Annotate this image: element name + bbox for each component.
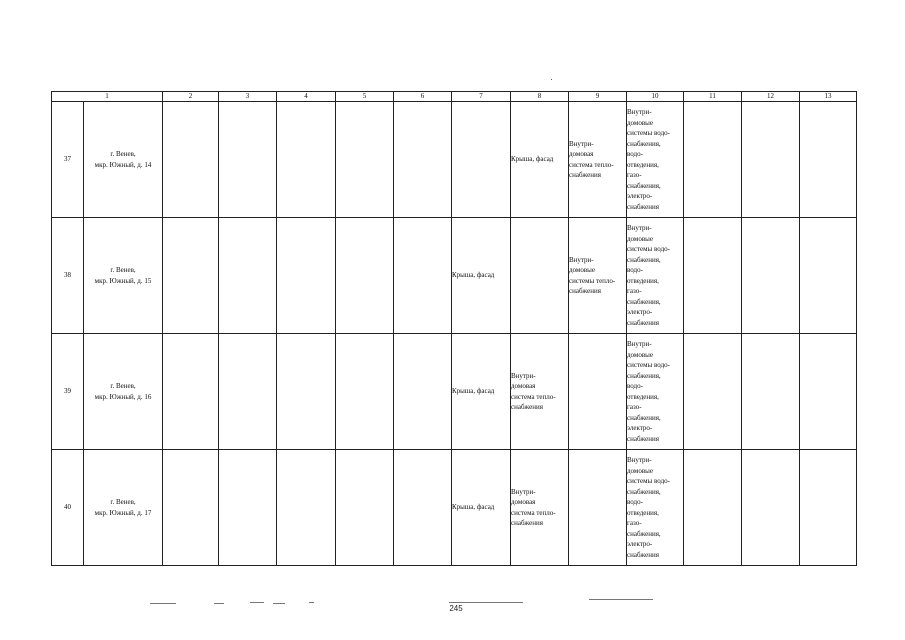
table-row xyxy=(52,102,857,218)
col9-cell xyxy=(569,334,627,450)
cell-text: домовая xyxy=(511,498,536,506)
cell-text: снабжения xyxy=(511,519,543,527)
cell-text: домовые xyxy=(627,118,653,127)
col10-cell xyxy=(627,334,684,450)
cell-text: водо- xyxy=(627,266,643,274)
scan-mark xyxy=(449,602,523,603)
header-cell: 13 xyxy=(800,92,857,102)
header-cell: 8 xyxy=(511,92,569,102)
empty-cell xyxy=(163,102,219,218)
header-cell: 11 xyxy=(684,92,742,102)
cell-text: водо- xyxy=(627,382,643,390)
row-number: 40 xyxy=(64,503,71,512)
col10-cell xyxy=(627,218,684,334)
scan-mark xyxy=(309,602,314,603)
cell-text: снабжения xyxy=(627,318,659,327)
empty-cell xyxy=(336,218,394,334)
cell-text: газо- xyxy=(627,403,642,411)
cell-text: снабжения, xyxy=(627,529,661,538)
col10-cell xyxy=(627,450,684,566)
header-row xyxy=(52,92,857,102)
col8-cell xyxy=(511,218,569,334)
cell-text: водо- xyxy=(627,498,643,506)
repair-table xyxy=(51,91,857,566)
row-number-cell xyxy=(52,334,84,450)
address-cell xyxy=(84,334,163,450)
scan-mark xyxy=(250,602,264,603)
scan-mark xyxy=(150,603,176,604)
cell-text: домовая xyxy=(569,150,594,158)
cell-text: снабжения xyxy=(511,403,543,411)
cell-text: Внутри- xyxy=(569,255,594,264)
empty-cell xyxy=(742,102,800,218)
cell-text: снабжения xyxy=(627,202,659,211)
header-cell: 5 xyxy=(336,92,394,102)
cell-text: мкр. Южный, д. 14 xyxy=(94,160,152,169)
scan-mark xyxy=(273,603,285,604)
empty-cell xyxy=(163,218,219,334)
cell-text: г. Венев, xyxy=(110,266,136,274)
cell-text: снабжения xyxy=(627,550,659,559)
header-cell: 9 xyxy=(569,92,627,102)
cell-text: Внутри- xyxy=(627,456,652,464)
header-cell: 3 xyxy=(219,92,277,102)
cell-text: Крыша, фасад xyxy=(452,503,495,512)
cell-text: мкр. Южный, д. 15 xyxy=(94,276,152,285)
cell-text: водо- xyxy=(627,150,643,158)
cell-text: системы водо- xyxy=(627,245,670,253)
cell-text: домовые xyxy=(627,234,653,243)
col7-cell xyxy=(452,334,511,450)
scan-mark xyxy=(214,603,224,604)
cell-text: снабжения, xyxy=(627,297,661,306)
empty-cell xyxy=(684,102,742,218)
empty-cell xyxy=(394,450,452,566)
cell-text: электро- xyxy=(627,540,653,548)
col8-cell xyxy=(511,450,569,566)
empty-cell xyxy=(277,218,336,334)
cell-text: газо- xyxy=(627,287,642,295)
empty-cell xyxy=(163,334,219,450)
page-number: 245 xyxy=(449,604,463,613)
row-number-cell xyxy=(52,102,84,218)
row-number: 37 xyxy=(64,155,71,164)
cell-text: электро- xyxy=(627,192,653,200)
header-cell: 10 xyxy=(627,92,684,102)
empty-cell xyxy=(219,102,277,218)
empty-cell xyxy=(163,450,219,566)
empty-cell xyxy=(394,102,452,218)
cell-text: системы водо- xyxy=(627,477,670,485)
cell-text: Внутри- xyxy=(511,371,536,380)
row-number-cell xyxy=(52,218,84,334)
col7-cell xyxy=(452,450,511,566)
empty-cell xyxy=(742,334,800,450)
cell-text: снабжения, xyxy=(627,371,661,380)
col9-cell xyxy=(569,218,627,334)
cell-text: система тепло- xyxy=(511,392,556,401)
cell-text: домовые xyxy=(627,466,653,475)
address-cell xyxy=(84,218,163,334)
cell-text: снабжения, xyxy=(627,255,661,264)
empty-cell xyxy=(277,102,336,218)
cell-text: Крыша, фасад xyxy=(452,387,495,396)
header-cell: 4 xyxy=(277,92,336,102)
scan-mark xyxy=(589,599,653,600)
col7-cell xyxy=(452,218,511,334)
row-number-cell xyxy=(52,450,84,566)
empty-cell xyxy=(394,334,452,450)
table-row xyxy=(52,334,857,450)
empty-cell xyxy=(277,450,336,566)
cell-text: системы водо- xyxy=(627,361,670,369)
scan-dot xyxy=(551,79,552,80)
empty-cell xyxy=(684,218,742,334)
cell-text: домовые xyxy=(569,266,595,274)
col8-cell xyxy=(511,102,569,218)
empty-cell xyxy=(336,102,394,218)
empty-cell xyxy=(800,218,857,334)
empty-cell xyxy=(336,334,394,450)
cell-text: газо- xyxy=(627,519,642,527)
col9-cell xyxy=(569,102,627,218)
cell-text: системы водо- xyxy=(627,129,670,137)
row-number: 39 xyxy=(64,387,71,396)
empty-cell xyxy=(800,102,857,218)
header-cell: 2 xyxy=(163,92,219,102)
cell-text: газо- xyxy=(627,171,642,179)
empty-cell xyxy=(219,450,277,566)
empty-cell xyxy=(742,450,800,566)
cell-text: система тепло- xyxy=(511,508,556,517)
empty-cell xyxy=(684,334,742,450)
col9-cell xyxy=(569,450,627,566)
col8-cell xyxy=(511,334,569,450)
address-cell xyxy=(84,102,163,218)
cell-text: снабжения, xyxy=(627,487,661,496)
col10-cell xyxy=(627,102,684,218)
header-cell: 6 xyxy=(394,92,452,102)
cell-text: Крыша, фасад xyxy=(511,155,554,164)
cell-text: Внутри- xyxy=(511,487,536,496)
cell-text: снабжения, xyxy=(627,181,661,190)
cell-text: снабжения xyxy=(569,171,601,179)
cell-text: снабжения, xyxy=(627,413,661,422)
empty-cell xyxy=(394,218,452,334)
cell-text: Внутри- xyxy=(569,139,594,148)
col7-cell xyxy=(452,102,511,218)
table-row xyxy=(52,450,857,566)
cell-text: домовые xyxy=(627,350,653,359)
header-cell: 1 xyxy=(52,92,163,102)
cell-text: отведения, xyxy=(627,392,659,401)
cell-text: электро- xyxy=(627,424,653,432)
empty-cell xyxy=(277,334,336,450)
row-number: 38 xyxy=(64,271,71,280)
cell-text: мкр. Южный, д. 17 xyxy=(94,508,152,517)
cell-text: г. Венев, xyxy=(110,150,136,158)
cell-text: электро- xyxy=(627,308,653,316)
empty-cell xyxy=(684,450,742,566)
cell-text: Внутри- xyxy=(627,340,652,348)
cell-text: г. Венев, xyxy=(110,382,136,390)
empty-cell xyxy=(219,218,277,334)
empty-cell xyxy=(336,450,394,566)
cell-text: снабжения xyxy=(569,287,601,295)
table-row xyxy=(52,218,857,334)
cell-text: снабжения xyxy=(627,434,659,443)
cell-text: отведения, xyxy=(627,276,659,285)
empty-cell xyxy=(742,218,800,334)
address-cell xyxy=(84,450,163,566)
cell-text: г. Венев, xyxy=(110,498,136,506)
cell-text: Внутри- xyxy=(627,108,652,116)
cell-text: Крыша, фасад xyxy=(452,271,495,280)
cell-text: система тепло- xyxy=(569,160,614,169)
cell-text: системы тепло- xyxy=(569,276,616,285)
empty-cell xyxy=(800,334,857,450)
cell-text: домовая xyxy=(511,382,536,390)
cell-text: отведения, xyxy=(627,160,659,169)
cell-text: мкр. Южный, д. 16 xyxy=(94,392,152,401)
empty-cell xyxy=(800,450,857,566)
header-cell: 7 xyxy=(452,92,511,102)
header-cell: 12 xyxy=(742,92,800,102)
empty-cell xyxy=(219,334,277,450)
cell-text: Внутри- xyxy=(627,224,652,232)
cell-text: снабжения, xyxy=(627,139,661,148)
cell-text: отведения, xyxy=(627,508,659,517)
